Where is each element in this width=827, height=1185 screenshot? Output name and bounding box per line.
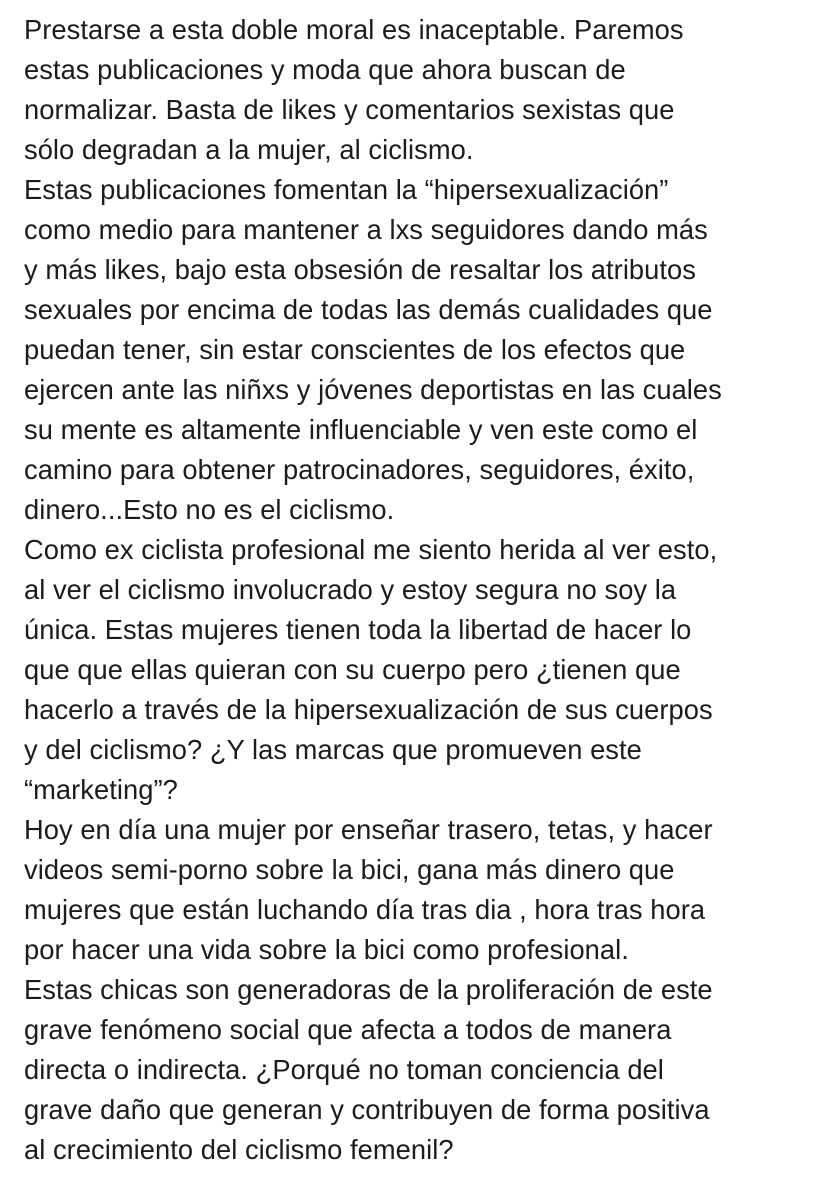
text-line: dinero...Esto no es el ciclismo. (24, 494, 395, 525)
text-line: hacerlo a través de la hipersexualización de sus cuerpos (24, 694, 713, 725)
text-line: Prestarse a esta doble moral es inaceptable. Paremos (24, 14, 684, 45)
text-line: “marketing”? (24, 774, 178, 805)
text-line: estas publicaciones y moda que ahora buscan de (24, 54, 626, 85)
text-line: su mente es altamente influenciable y ven este como el (24, 414, 698, 445)
text-line: y del ciclismo? ¿Y las marcas que promueven este (24, 734, 642, 765)
post-text (24, 10, 824, 1170)
text-line: sólo degradan a la mujer, al ciclismo. (24, 134, 474, 165)
text-line: al ver el ciclismo involucrado y estoy segura no soy la (24, 574, 677, 605)
text-line: Como ex ciclista profesional me siento herida al ver esto, (24, 534, 718, 565)
text-line: normalizar. Basta de likes y comentarios sexistas que (24, 94, 675, 125)
text-line: mujeres que están luchando día tras dia , hora tras hora (24, 894, 706, 925)
text-line: grave daño que generan y contribuyen de forma positiva (24, 1094, 710, 1125)
text-line: puedan tener, sin estar conscientes de los efectos que (24, 334, 686, 365)
text-line: que que ellas quieran con su cuerpo pero ¿tienen que (24, 654, 681, 685)
text-line: videos semi-porno sobre la bici, gana más dinero que (24, 854, 675, 885)
text-line: Estas publicaciones fomentan la “hipersexualización” (24, 174, 669, 205)
text-line: ejercen ante las niñxs y jóvenes deportistas en las cuales (24, 374, 722, 405)
text-line: grave fenómeno social que afecta a todos de manera (24, 1014, 672, 1045)
text-line: directa o indirecta. ¿Porqué no toman conciencia del (24, 1054, 664, 1085)
text-line: al crecimiento del ciclismo femenil? (24, 1134, 454, 1165)
text-line: Estas chicas son generadoras de la proliferación de este (24, 974, 713, 1005)
text-line: Hoy en día una mujer por enseñar trasero, tetas, y hacer (24, 814, 713, 845)
text-line: como medio para mantener a lxs seguidores dando más (24, 214, 708, 245)
text-line: sexuales por encima de todas las demás cualidades que (24, 294, 713, 325)
text-line: por hacer una vida sobre la bici como profesional. (24, 934, 629, 965)
text-line: y más likes, bajo esta obsesión de resaltar los atributos (24, 254, 696, 285)
text-line: única. Estas mujeres tienen toda la libertad de hacer lo (24, 614, 692, 645)
text-line: camino para obtener patrocinadores, seguidores, éxito, (24, 454, 695, 485)
